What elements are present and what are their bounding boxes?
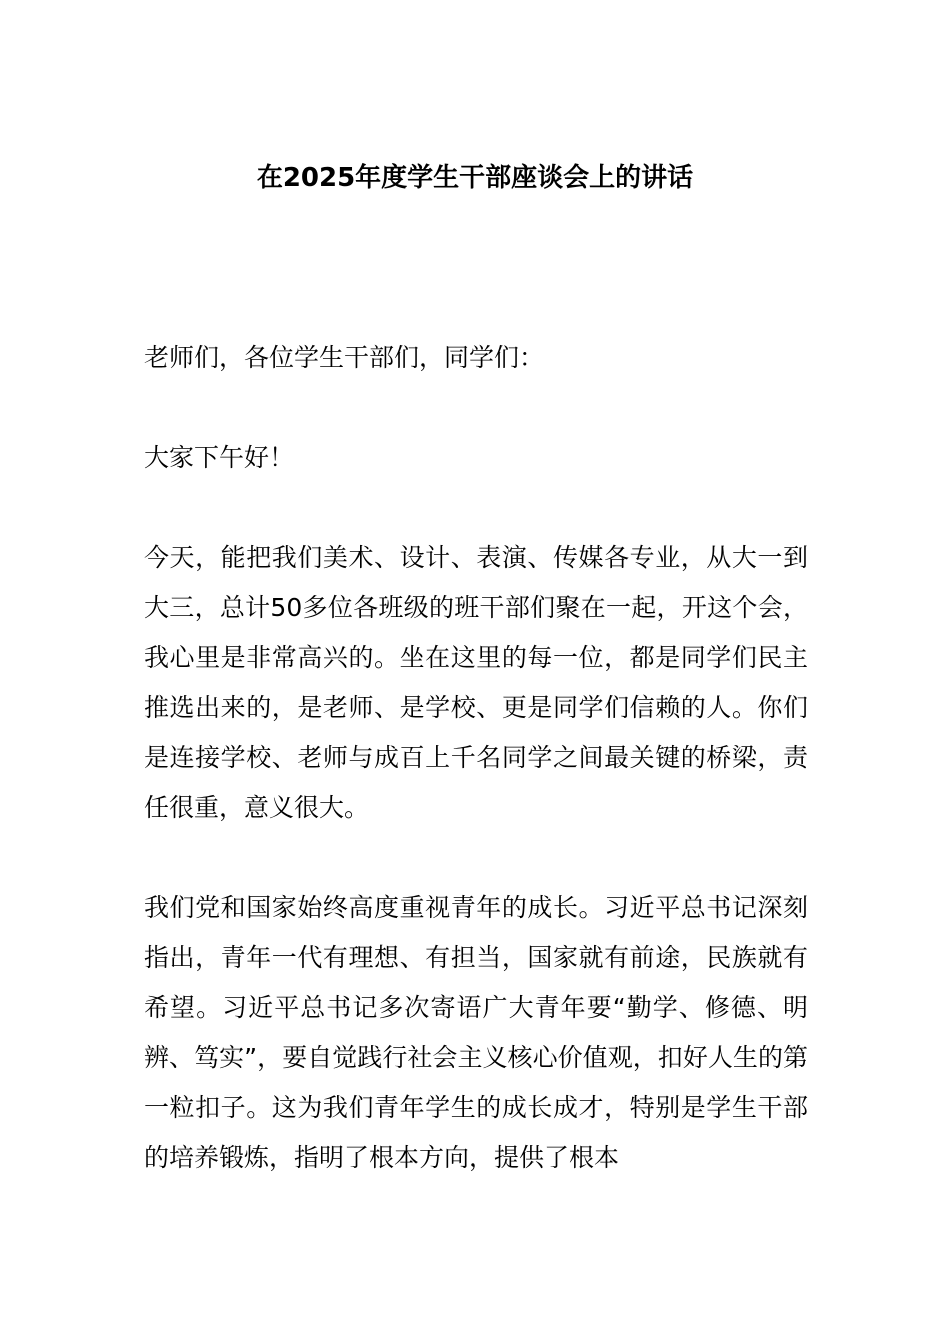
salutation: 老师们，各位学生干部们，同学们： <box>144 343 545 372</box>
paragraph-2: 我们党和国家始终高度重视青年的成长。习近平总书记深刻指出，青年一代有理想、有担当，国家就有前途，民族就有希望。习近平总书记多次寄语广大青年要“勤学、修德、明辨、笃实”，要自觉践行社会主义核心价值观，扣好人生的第一粒扣子。这为我们青年学生的成长成才，特别是学生干部的培养锻炼，指明了根本方向，提供了根本 <box>144 893 808 1172</box>
greeting: 大家下午好！ <box>144 443 295 472</box>
paragraph-1: 今天，能把我们美术、设计、表演、传媒各专业，从大一到大三，总计50多位各班级的班干部们聚在一起，开这个会，我心里是非常高兴的。坐在这里的每一位，都是同学们民主推选出来的，是老师、是学校、更是同学们信赖的人。你们是连接学校、老师与成百上千名同学之间最关键的桥梁，责任很重，意义很大。 <box>144 543 808 822</box>
document-title: 在2025年度学生干部座谈会上的讲话 <box>256 163 694 193</box>
